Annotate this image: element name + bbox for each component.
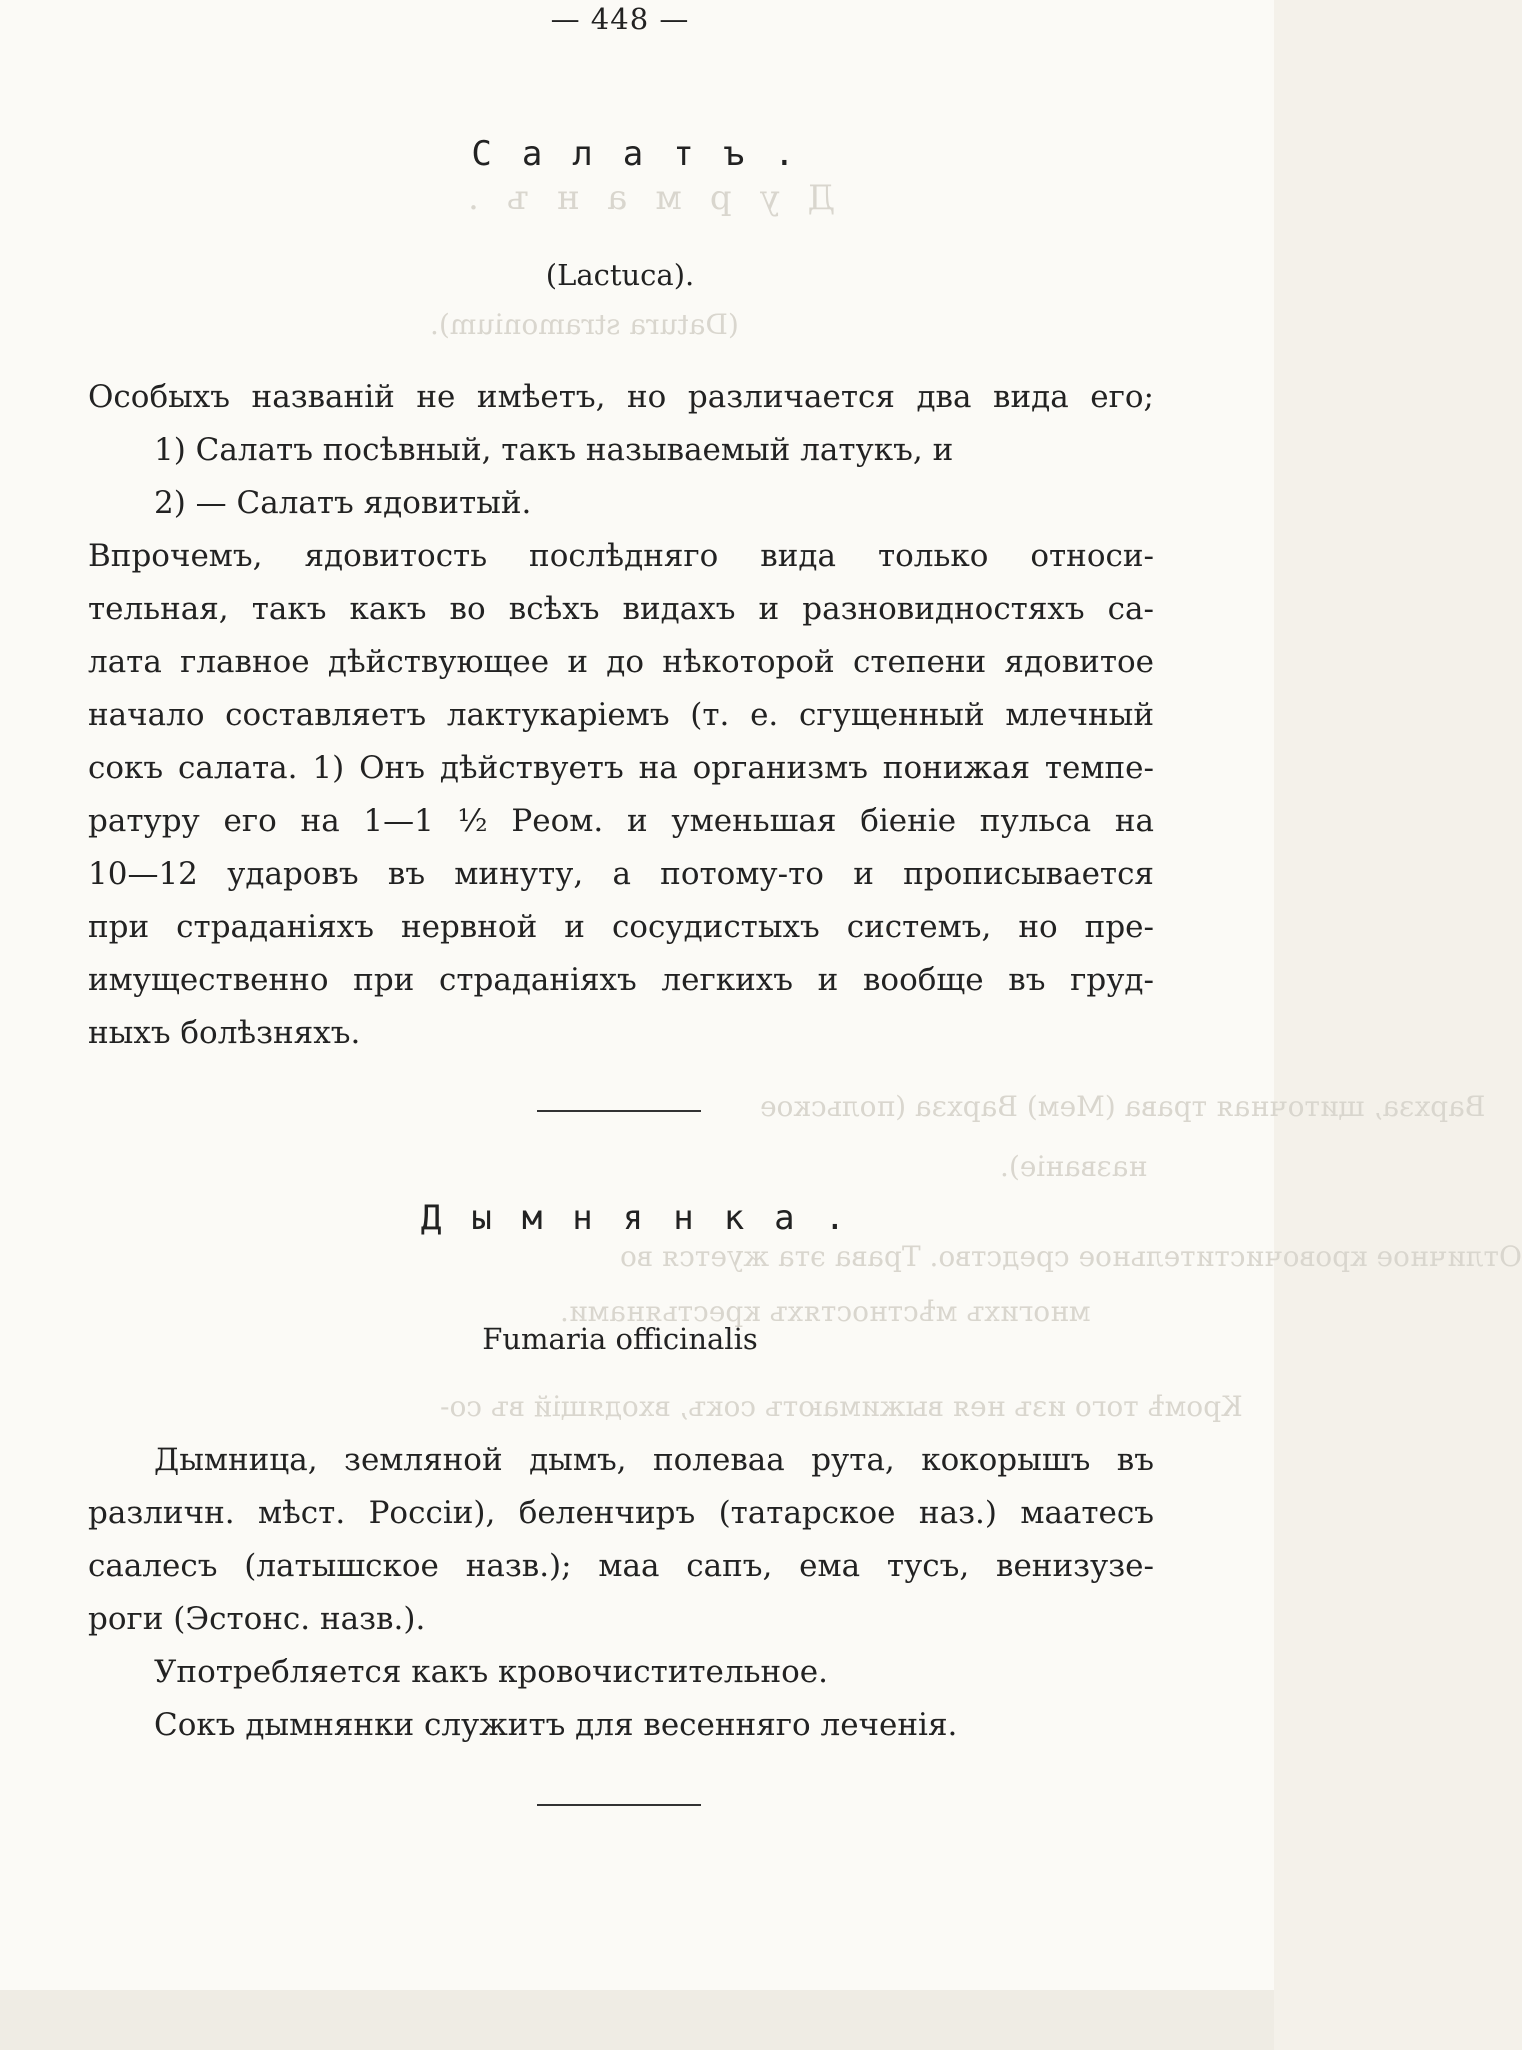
- paragraph-line: различн. мѣст. Россіи), беленчиръ (татарское наз.) маатесъ: [88, 1495, 1154, 1531]
- paragraph-line: саалесъ (латышское назв.); маа сапъ, ема тусъ, венизузе-: [88, 1548, 1154, 1584]
- paragraph-line: Впрочемъ, ядовитость послѣдняго вида только относи-: [88, 538, 1154, 574]
- show-through-text-2: названіе).: [1000, 1150, 1148, 1183]
- paragraph-line: тельная, такъ какъ во всѣхъ видахъ и разновидностяхъ са-: [88, 591, 1154, 627]
- paragraph-line: Особыхъ названій не имѣетъ, но различается два вида его;: [88, 379, 1154, 415]
- paragraph-line: роги (Эстонс. назв.).: [88, 1601, 426, 1637]
- latin-name-fumaria: Fumaria officinalis: [482, 1322, 758, 1356]
- paragraph-line: ратуру его на 1—1 ½ Реом. и уменьшая біеніе пульса на: [88, 803, 1154, 839]
- paragraph-line: при страданіяхъ нервной и сосудистыхъ системъ, но пре-: [88, 909, 1154, 945]
- paragraph-line: имущественно при страданіяхъ легкихъ и вообще въ груд-: [88, 962, 1154, 998]
- show-through-title: Дурманъ.: [440, 178, 836, 218]
- show-through-text-4: многихъ мѣстностяхъ крестьянами.: [560, 1295, 1091, 1328]
- show-through-text-5: Кромѣ того изъ нея выжимаютъ сокъ, входящій въ со-: [440, 1390, 1243, 1423]
- show-through-text-3: Отличное кровочистительное средство. Трава эта жуется во: [620, 1240, 1522, 1273]
- show-through-text-1: Вархза, щиточная трава (Мем) Вархза (польское: [760, 1090, 1486, 1123]
- section-divider: [537, 1804, 701, 1806]
- paragraph-line: сокъ салата. 1) Онъ дѣйствуетъ на организмъ понижая темпе-: [88, 750, 1154, 786]
- paragraph-line: Употребляется какъ кровочистительное.: [154, 1654, 828, 1690]
- page-number: — 448 —: [550, 2, 690, 36]
- section-text-dymnyanka: [88, 1434, 1154, 1752]
- paragraph-line: Сокъ дымнянки служитъ для весенняго леченія.: [154, 1707, 958, 1743]
- paragraph-line: Дымница, земляной дымъ, полеваа рута, кокорышъ въ: [154, 1442, 1154, 1478]
- paragraph-line: начало составляетъ лактукаріемъ (т. е. сгущенный млечный: [88, 697, 1154, 733]
- paragraph-line: 2) — Салатъ ядовитый.: [154, 485, 532, 521]
- latin-name-lactuca: (Lactuca).: [545, 258, 695, 292]
- section-title-salat: Салатъ.: [471, 134, 825, 174]
- paragraph-line: 1) Салатъ посѣвный, такъ называемый латукъ, и: [154, 432, 954, 468]
- paragraph-line: ныхъ болѣзняхъ.: [88, 1015, 361, 1051]
- section-divider: [537, 1110, 701, 1112]
- page-edge: [0, 1990, 1274, 2050]
- section-text-salat: [88, 371, 1154, 1060]
- section-title-dymnyanka: Дымнянка.: [420, 1198, 876, 1238]
- show-through-latin: (Datura stramonium).: [430, 308, 739, 341]
- paragraph-line: 10—12 ударовъ въ минуту, а потому-то и прописывается: [88, 856, 1154, 892]
- paragraph-line: лата главное дѣйствующее и до нѣкоторой степени ядовитое: [88, 644, 1154, 680]
